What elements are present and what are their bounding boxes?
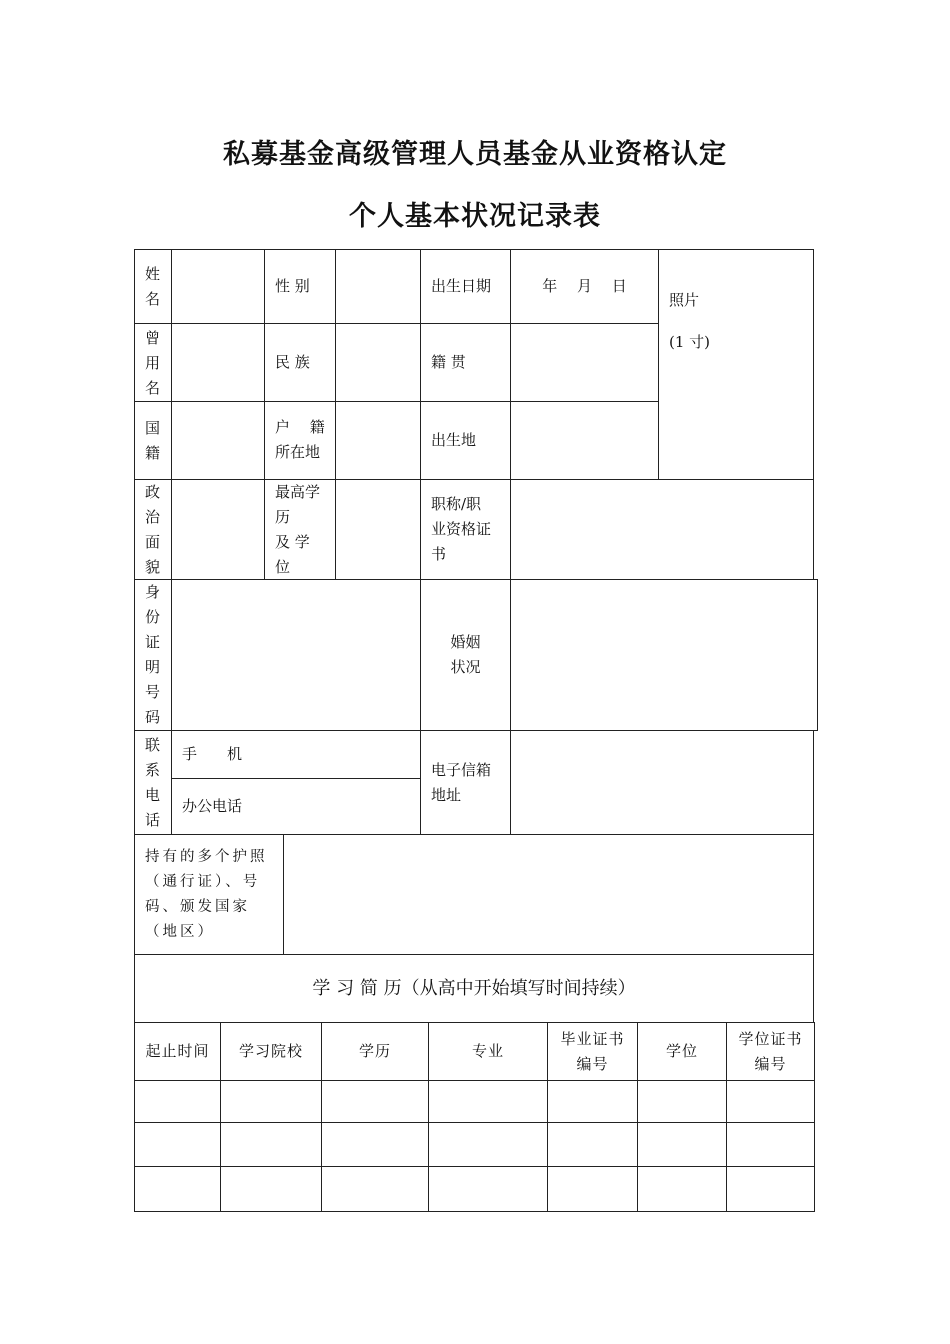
label-household: 户 籍 所在地 [264,401,336,480]
edu-column-header: 学历 [321,1022,429,1081]
edu-table-cell[interactable] [547,1166,638,1212]
edu-table-cell[interactable] [637,1080,727,1123]
name-field[interactable] [171,249,265,324]
edu-table-cell[interactable] [637,1122,727,1167]
label-education: 最高学 历 及 学 位 [264,479,336,580]
label-char: 码 [145,708,161,726]
edu-column-header: 学习院校 [220,1022,322,1081]
nationality-field[interactable] [171,401,265,480]
edu-table-cell[interactable] [428,1122,548,1167]
label-char: 证 [145,633,161,651]
label-char: 国 [145,419,161,437]
political-field[interactable] [171,479,265,580]
label-char: 政 [145,483,161,501]
birthplace-field[interactable] [510,401,659,480]
edu-table-cell[interactable] [220,1122,322,1167]
label-birthplace: 出生地 [420,401,511,480]
edu-table-cell[interactable] [220,1080,322,1123]
photo-box[interactable] [658,249,814,480]
label-char: 用 [145,354,161,372]
edu-column-header: 毕业证书 编号 [547,1022,638,1081]
edu-table-cell[interactable] [637,1166,727,1212]
edu-table-cell[interactable] [321,1080,429,1123]
label-native-place: 籍 贯 [420,323,511,402]
form-subtitle: 个人基本状况记录表 [349,201,601,232]
education-field[interactable] [335,479,421,580]
edu-column-header: 学位 [637,1022,727,1081]
household-field[interactable] [335,401,421,480]
birth-date-field[interactable]: 年 月 日 [510,249,659,324]
edu-table-cell[interactable] [134,1080,221,1123]
edu-table-cell[interactable] [547,1080,638,1123]
label-char: 曾 [145,329,161,347]
edu-column-header: 起止时间 [134,1022,221,1081]
label-char: 名 [145,290,161,308]
edu-table-cell[interactable] [547,1122,638,1167]
title-cert-field[interactable] [510,479,814,580]
edu-column-header: 学位证书 编号 [726,1022,815,1081]
label-mobile: 手 机 [171,730,421,779]
label-char: 份 [145,608,161,626]
gender-field[interactable] [335,249,421,324]
label-char: 号 [145,683,161,701]
id-number-field[interactable] [171,579,421,731]
edu-table-cell[interactable] [134,1166,221,1212]
edu-table-cell[interactable] [220,1166,322,1212]
label-char: 籍 [145,444,161,462]
education-history-heading: 学 习 简 历（从高中开始填写时间持续） [134,954,814,1023]
label-photo: 照片 [669,291,700,309]
marital-field[interactable] [510,579,818,731]
label-email: 电子信箱 地址 [420,730,511,835]
edu-table-cell[interactable] [726,1122,815,1167]
label-marital: 婚姻 状况 [420,579,511,731]
passport-field[interactable] [283,834,814,955]
edu-table-cell[interactable] [321,1122,429,1167]
edu-table-cell[interactable] [428,1166,548,1212]
label-contact [134,730,172,835]
edu-table-cell[interactable] [726,1080,815,1123]
edu-table-cell[interactable] [321,1166,429,1212]
label-passport: 持有的多个护照 （通行证）、号 码、颁发国家 （地区） [134,834,284,955]
label-ethnicity: 民 族 [264,323,336,402]
label-char: 系 [145,761,161,779]
label-char: 名 [145,379,161,397]
label-char: 话 [145,811,161,829]
label-char: 身 [145,583,161,601]
ethnicity-field[interactable] [335,323,421,402]
edu-table-cell[interactable] [134,1122,221,1167]
label-photo-size: (1 寸) [669,333,711,351]
email-field[interactable] [510,730,814,835]
label-char: 貌 [145,558,161,576]
label-title-cert: 职称/职 业资格证 书 [420,479,511,580]
label-char: 治 [145,508,161,526]
form-title: 私募基金高级管理人员基金从业资格认定 [223,139,727,170]
label-char: 面 [145,533,161,551]
label-office-phone: 办公电话 [171,778,421,835]
edu-table-cell[interactable] [428,1080,548,1123]
label-char: 姓 [145,265,161,283]
label-char: 电 [145,786,161,804]
edu-column-header: 专业 [428,1022,548,1081]
label-name [134,249,172,324]
native-place-field[interactable] [510,323,659,402]
edu-table-cell[interactable] [726,1166,815,1212]
label-political [134,479,172,580]
label-char: 联 [145,736,161,754]
label-gender: 性 别 [264,249,336,324]
label-former-name [134,323,172,402]
label-birth-date: 出生日期 [420,249,511,324]
label-nationality [134,401,172,480]
label-id-number [134,579,172,731]
former-name-field[interactable] [171,323,265,402]
label-char: 明 [145,658,161,676]
